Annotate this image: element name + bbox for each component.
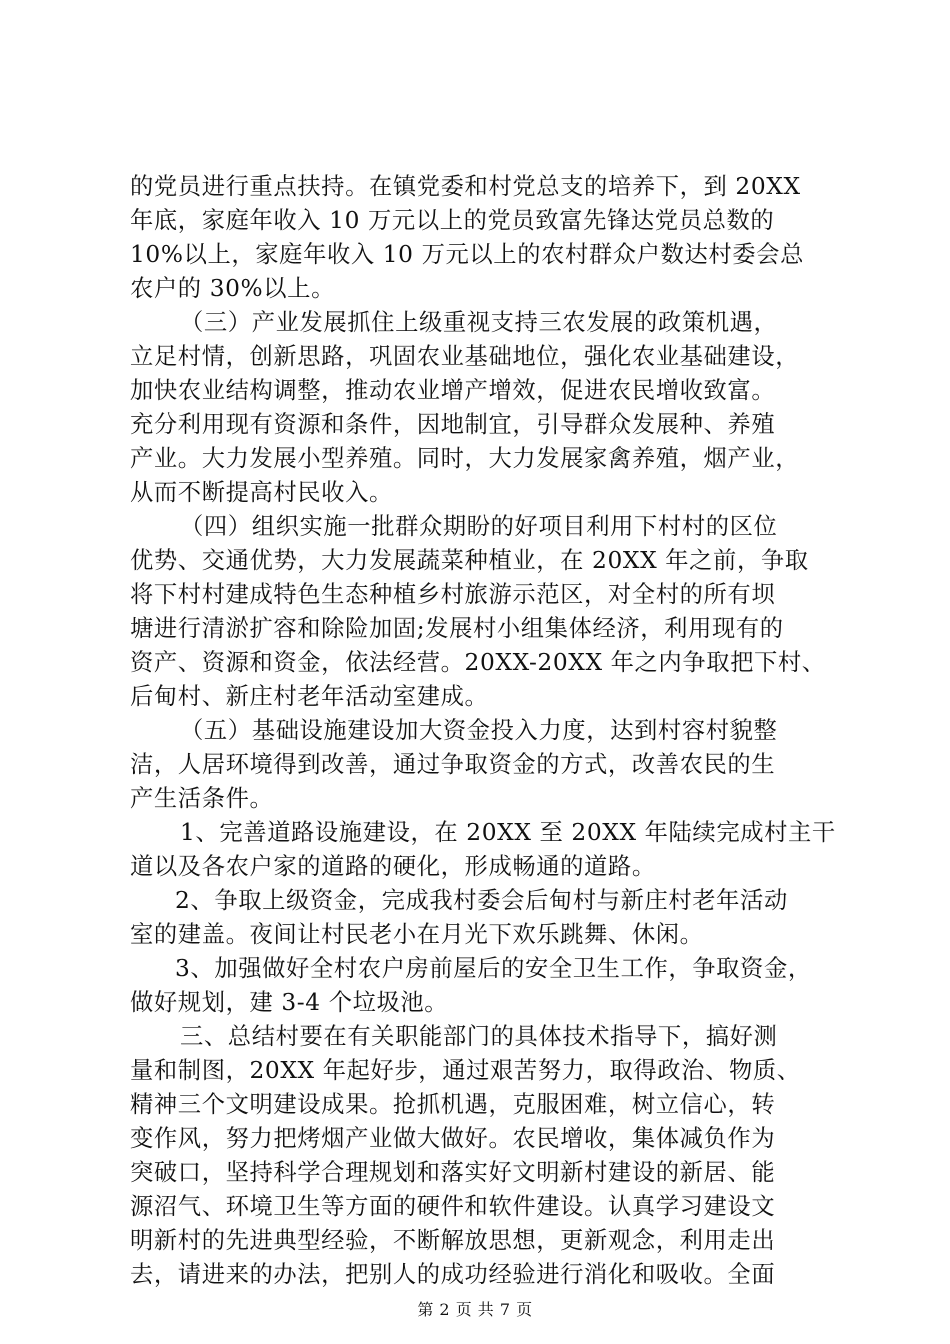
text-line: 1、完善道路设施建设，在 20XX 至 20XX 年陆续完成村主干 [180,819,836,846]
text-line: 立足村情，创新思路，巩固农业基础地位，强化农业基础建设， [130,343,800,370]
text-line: 10%以上，家庭年收入 10 万元以上的农村群众户数达村委会总 [130,241,804,268]
text-line: 三、总结村要在有关职能部门的具体技术指导下，搞好测 [180,1023,778,1050]
text-line: 将下村村建成特色生态种植乡村旅游示范区，对全村的所有坝 [130,581,776,608]
text-line: 去，请进来的办法，把别人的成功经验进行消化和吸收。全面 [130,1261,776,1288]
text-line: 资产、资源和资金，依法经营。20XX-20XX 年之内争取把下村、 [130,649,826,676]
text-line: 精神三个文明建设成果。抢抓机遇，克服困难，树立信心，转 [130,1091,776,1118]
page-number: 第 2 页 共 7 页 [417,1300,533,1319]
text-line: 产业。大力发展小型养殖。同时，大力发展家禽养殖，烟产业， [130,445,800,472]
text-line: 后甸村、新庄村老年活动室建成。 [130,683,489,710]
text-line: 做好规划，建 3-4 个垃圾池。 [130,989,449,1016]
text-line: 变作风，努力把烤烟产业做大做好。农民增收，集体减负作为 [130,1125,776,1152]
text-line: 量和制图，20XX 年起好步，通过艰苦努力，取得政治、物质、 [130,1057,801,1084]
text-line: 塘进行清淤扩容和除险加固;发展村小组集体经济，利用现有的 [130,615,784,642]
text-line: 年底，家庭年收入 10 万元以上的党员致富先锋达党员总数的 [130,207,775,234]
text-line: 优势、交通优势，大力发展蔬菜种植业，在 20XX 年之前，争取 [130,547,809,574]
text-line: 的党员进行重点扶持。在镇党委和村党总支的培养下，到 20XX [130,173,801,200]
text-line: 加快农业结构调整，推动农业增产增效，促进农民增收致富。 [130,377,776,404]
text-line: （四）组织实施一批群众期盼的好项目利用下村村的区位 [180,513,778,540]
text-line: 3、加强做好全村农户房前屋后的安全卫生工作，争取资金， [175,955,812,982]
text-line: 农户的 30%以上。 [130,275,335,302]
text-line: 洁，人居环境得到改善，通过争取资金的方式，改善农民的生 [130,751,776,778]
text-line: 源沼气、环境卫生等方面的硬件和软件建设。认真学习建设文 [130,1193,776,1220]
text-line: 室的建盖。夜间让村民老小在月光下欢乐跳舞、休闲。 [130,921,704,948]
text-line: （三）产业发展抓住上级重视支持三农发展的政策机遇， [180,309,778,336]
text-line: 充分利用现有资源和条件，因地制宜，引导群众发展种、养殖 [130,411,776,438]
text-line: 产生活条件。 [130,785,274,812]
text-line: 突破口，坚持科学合理规划和落实好文明新村建设的新居、能 [130,1159,776,1186]
text-line: （五）基础设施建设加大资金投入力度，达到村容村貌整 [180,717,778,744]
text-line: 2、争取上级资金，完成我村委会后甸村与新庄村老年活动 [175,887,788,914]
text-line: 从而不断提高村民收入。 [130,479,393,506]
text-line: 道以及各农户家的道路的硬化，形成畅通的道路。 [130,853,656,880]
text-line: 明新村的先进典型经验，不断解放思想，更新观念，利用走出 [130,1227,776,1254]
